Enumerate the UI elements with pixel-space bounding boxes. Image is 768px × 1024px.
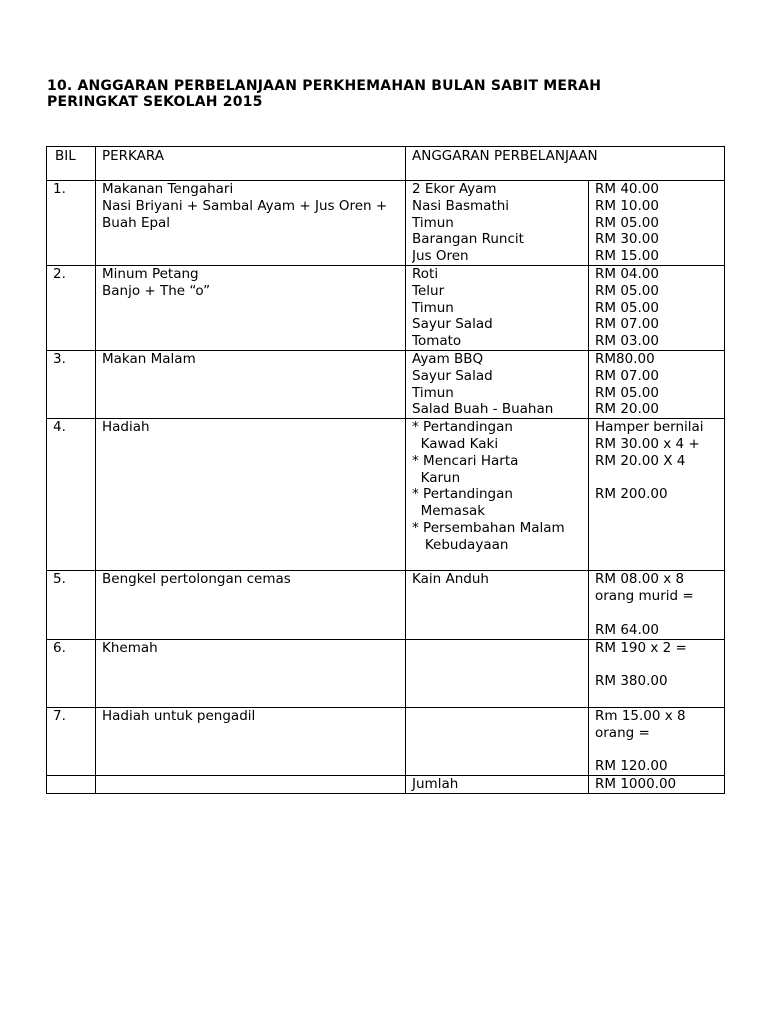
item-line: Timun — [412, 299, 454, 316]
row-items — [406, 181, 589, 266]
cost-line: RM 40.00 — [595, 181, 659, 197]
row-number: 3. — [47, 350, 96, 418]
item-line: Tomato — [412, 333, 462, 350]
cost-line: Hamper bernilai — [595, 419, 704, 436]
header-anggaran: ANGGARAN PERBELANJAAN — [406, 147, 725, 181]
row-costs — [589, 639, 725, 707]
table-header-row — [47, 147, 725, 181]
cost-line: RM 07.00 — [595, 316, 659, 333]
row-number: 1. — [47, 181, 96, 266]
row-items — [406, 707, 589, 775]
cost-line: RM 30.00 x 4 + — [595, 435, 700, 452]
empty-cell — [96, 775, 406, 793]
table-row — [47, 639, 725, 707]
item-line: 2 Ekor Ayam — [412, 181, 497, 197]
row-costs — [589, 571, 725, 639]
row-number: 5. — [47, 571, 96, 639]
cost-line: RM 05.00 — [595, 299, 659, 316]
item-line: Timun — [412, 214, 454, 231]
table-row — [47, 707, 725, 775]
item-line: * Pertandingan — [412, 486, 513, 503]
cost-line: orang = — [595, 724, 650, 741]
row-perkara — [96, 350, 406, 418]
cost-line — [595, 656, 724, 673]
empty-cell — [47, 775, 96, 793]
perkara-line: Bengkel pertolongan cemas — [102, 571, 291, 588]
row-items — [406, 265, 589, 350]
perkara-line: Nasi Briyani + Sambal Ayam + Jus Oren + — [102, 197, 388, 214]
item-line: Telur — [412, 282, 445, 299]
item-line: * Pertandingan — [412, 419, 513, 436]
item-line: Roti — [412, 265, 439, 282]
cost-line: RM 190 x 2 = — [595, 639, 687, 656]
cost-line: RM 04.00 — [595, 265, 659, 282]
cost-line: RM 08.00 x 8 — [595, 571, 685, 588]
item-line: Karun — [412, 469, 461, 486]
cost-line: RM 20.00 — [595, 401, 659, 418]
cost-line — [595, 605, 724, 622]
cost-line: RM80.00 — [595, 350, 655, 367]
table-row — [47, 571, 725, 639]
cost-line: RM 380.00 — [595, 673, 668, 690]
header-bil: BIL — [47, 147, 96, 181]
item-line: Sayur Salad — [412, 367, 493, 384]
row-number: 7. — [47, 707, 96, 775]
row-number: 2. — [47, 265, 96, 350]
cost-line: RM 05.00 — [595, 214, 659, 231]
item-line: Kawad Kaki — [412, 435, 499, 452]
row-perkara — [96, 707, 406, 775]
cost-line — [595, 470, 724, 487]
item-line: Kebudayaan — [412, 536, 509, 553]
title-line-1: 10. ANGGARAN PERBELANJAAN PERKHEMAHAN BULAN SABIT MERAH — [47, 78, 602, 94]
perkara-line: Hadiah — [102, 419, 150, 436]
perkara-line: Hadiah untuk pengadil — [102, 707, 256, 724]
cost-line: orang murid = — [595, 588, 694, 605]
item-line: Memasak — [412, 503, 486, 520]
cost-line: Rm 15.00 x 8 — [595, 707, 686, 724]
item-line: Timun — [412, 384, 454, 401]
table-row — [47, 181, 725, 266]
total-value: RM 1000.00 — [589, 775, 725, 793]
cost-line: RM 200.00 — [595, 486, 668, 503]
row-number: 4. — [47, 419, 96, 571]
header-perkara: PERKARA — [96, 147, 406, 181]
row-items — [406, 571, 589, 639]
cost-line: RM 120.00 — [595, 758, 668, 775]
cost-line: RM 05.00 — [595, 282, 659, 299]
cost-line — [595, 690, 724, 707]
perkara-line: Minum Petang — [102, 265, 199, 282]
item-line: Salad Buah - Buahan — [412, 401, 554, 418]
perkara-line: Makanan Tengahari — [102, 181, 234, 197]
cost-line: RM 05.00 — [595, 384, 659, 401]
item-line: Jus Oren — [412, 248, 469, 265]
row-items — [406, 350, 589, 418]
item-line: * Persembahan Malam — [412, 519, 565, 536]
row-perkara — [96, 181, 406, 266]
cost-line: RM 30.00 — [595, 231, 659, 248]
document-title — [47, 78, 707, 110]
cost-line: RM 64.00 — [595, 621, 659, 638]
row-perkara — [96, 639, 406, 707]
total-label: Jumlah — [406, 775, 589, 793]
cost-line: RM 07.00 — [595, 367, 659, 384]
perkara-line: Khemah — [102, 639, 158, 656]
perkara-line: Buah Epal — [102, 214, 171, 231]
item-line: Sayur Salad — [412, 316, 493, 333]
perkara-line: Banjo + The “o” — [102, 282, 211, 299]
item-line: Ayam BBQ — [412, 350, 484, 367]
total-row — [47, 775, 725, 793]
row-number: 6. — [47, 639, 96, 707]
table-row — [47, 265, 725, 350]
perkara-line: Makan Malam — [102, 350, 196, 367]
cost-line: RM 20.00 X 4 — [595, 452, 686, 469]
row-costs — [589, 350, 725, 418]
cost-line — [595, 741, 724, 758]
title-line-2: PERINGKAT SEKOLAH 2015 — [47, 94, 263, 110]
budget-table — [46, 146, 725, 794]
row-costs — [589, 707, 725, 775]
row-perkara — [96, 265, 406, 350]
table-row — [47, 419, 725, 571]
table-row — [47, 350, 725, 418]
row-costs — [589, 181, 725, 266]
row-items — [406, 639, 589, 707]
row-items — [406, 419, 589, 571]
row-perkara — [96, 571, 406, 639]
cost-line: RM 03.00 — [595, 333, 659, 350]
item-line: * Mencari Harta — [412, 452, 519, 469]
item-line — [412, 554, 588, 571]
cost-line: RM 15.00 — [595, 248, 659, 265]
row-costs — [589, 265, 725, 350]
item-line: Barangan Runcit — [412, 231, 524, 248]
item-line: Kain Anduh — [412, 571, 489, 588]
cost-line: RM 10.00 — [595, 197, 659, 214]
row-perkara — [96, 419, 406, 571]
item-line: Nasi Basmathi — [412, 197, 510, 214]
row-costs — [589, 419, 725, 571]
